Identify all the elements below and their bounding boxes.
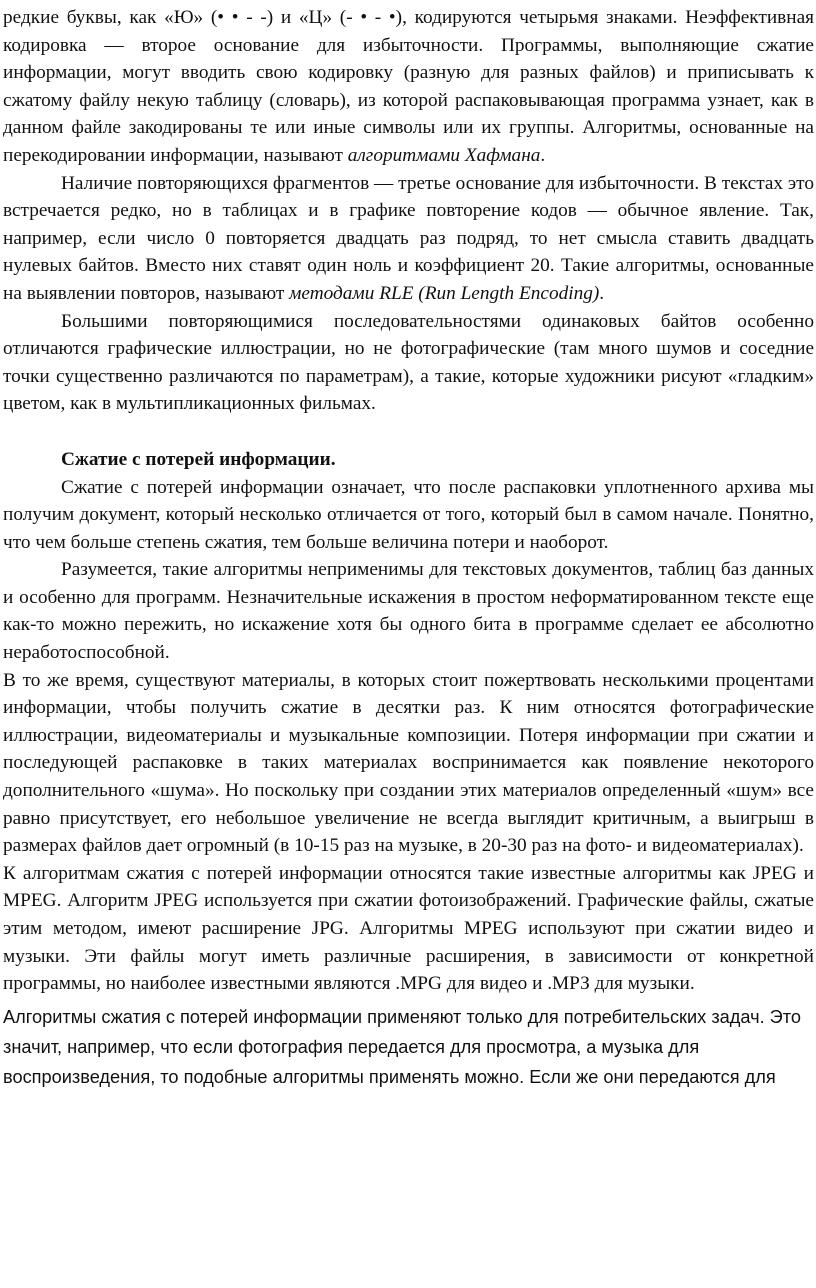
paragraph-huffman-end: . bbox=[540, 144, 546, 166]
paragraph-consumer: Алгоритмы сжатия с потерей информации применяют только для потребительских задач. Это значит, например, что если фотография передается для просмотра, а музыка для воспроизведения, то подобные алгоритмы применять можно. Если же они передаются для bbox=[3, 1006, 801, 1087]
paragraph-lossy-definition: Сжатие с потерей информации означает, что после распаковки уплотненного архива мы получим документ, который несколько отличается от того, который был в самом начале. Понятно, что чем больше степень сжатия, тем больше величина потери и наоборот. bbox=[3, 476, 814, 553]
paragraph-rle-end: . bbox=[599, 282, 605, 304]
term-huffman: алгоритмами Хафмана bbox=[347, 144, 541, 166]
paragraph-huffman-text: редкие буквы, как «Ю» (• • - -) и «Ц» (- • - •), кодируются четырьмя знаками. Неэффективная кодировка — второе основание для избыточности. Программы, выполняющие сжатие информации, могут вводить свою кодировку (разную для разных файлов) и приписывать к сжатому файлу некую таблицу (словарь), из которой распаковывающая программа узнает, как в данном файле закодированы те или иные символы или их группы. Алгоритмы, основанные на перекодировании информации, называют bbox=[3, 7, 814, 166]
paragraph-rle bbox=[3, 170, 814, 308]
section-heading: Сжатие с потерей информации. bbox=[61, 448, 336, 470]
paragraph-huffman bbox=[3, 4, 814, 170]
term-rle: методами RLE (Run Length Encoding) bbox=[289, 282, 600, 304]
paragraph-rle-text: Наличие повторяющихся фрагментов — третье основание для избыточности. В текстах это встречается редко, но в таблицах и в графике повторение кодов — обычное явление. Так, например, если число 0 повторяется двадцать раз подряд, то нет смысла ставить двадцать нулевых байтов. Вместо них ставят один ноль и коэффициент 20. Такие алгоритмы, основанные на выявлении повторов, называют bbox=[3, 172, 814, 304]
paragraph-media: В то же время, существуют материалы, в которых стоит пожертвовать несколькими процентами информации, чтобы получить сжатие в десятки раз. К ним относятся фотографические иллюстрации, видеоматериалы и музыкальные композиции. Потеря информации при сжатии и последующей распаковке в таких материалах воспринимается как появление некоторого дополнительного «шума». Но поскольку при создании этих материалов определенный «шум» все равно присутствует, его небольшое увеличение не всегда выглядит критичным, а выигрыш в размерах файлов дает огромный (в 10-15 раз на музыке, в 20-30 раз на фото- и видеоматериалах). bbox=[3, 669, 814, 857]
spacer bbox=[3, 418, 814, 446]
paragraph-graphics: Большими повторяющимися последовательностями одинаковых байтов особенно отличаются графические иллюстрации, но не фотографические (там много шумов и соседние точки существенно различаются по параметрам), а такие, которые художники рисуют «гладким» цветом, как в мультипликационных фильмах. bbox=[3, 310, 814, 415]
paragraph-inapplicable: Разумеется, такие алгоритмы неприменимы для текстовых документов, таблиц баз данных и особенно для программ. Незначительные искажения в простом неформатированном тексте еще как-то можно пережить, но искажение хотя бы одного бита в программе сделает ее абсолютно неработоспособной. bbox=[3, 559, 814, 664]
paragraph-jpeg-mpeg: К алгоритмам сжатия с потерей информации относятся такие известные алгоритмы как JPEG и MPEG. Алгоритм JPEG используется при сжатии фотоизображений. Графические файлы, сжатые этим методом, имеют расширение JPG. Алгоритмы MPEG используют при сжатии видео и музыки. Эти файлы могут иметь различные расширения, в зависимости от конкретной программы, но наиболее известными являются .MPG для видео и .МРЗ для музыки. bbox=[3, 862, 814, 995]
